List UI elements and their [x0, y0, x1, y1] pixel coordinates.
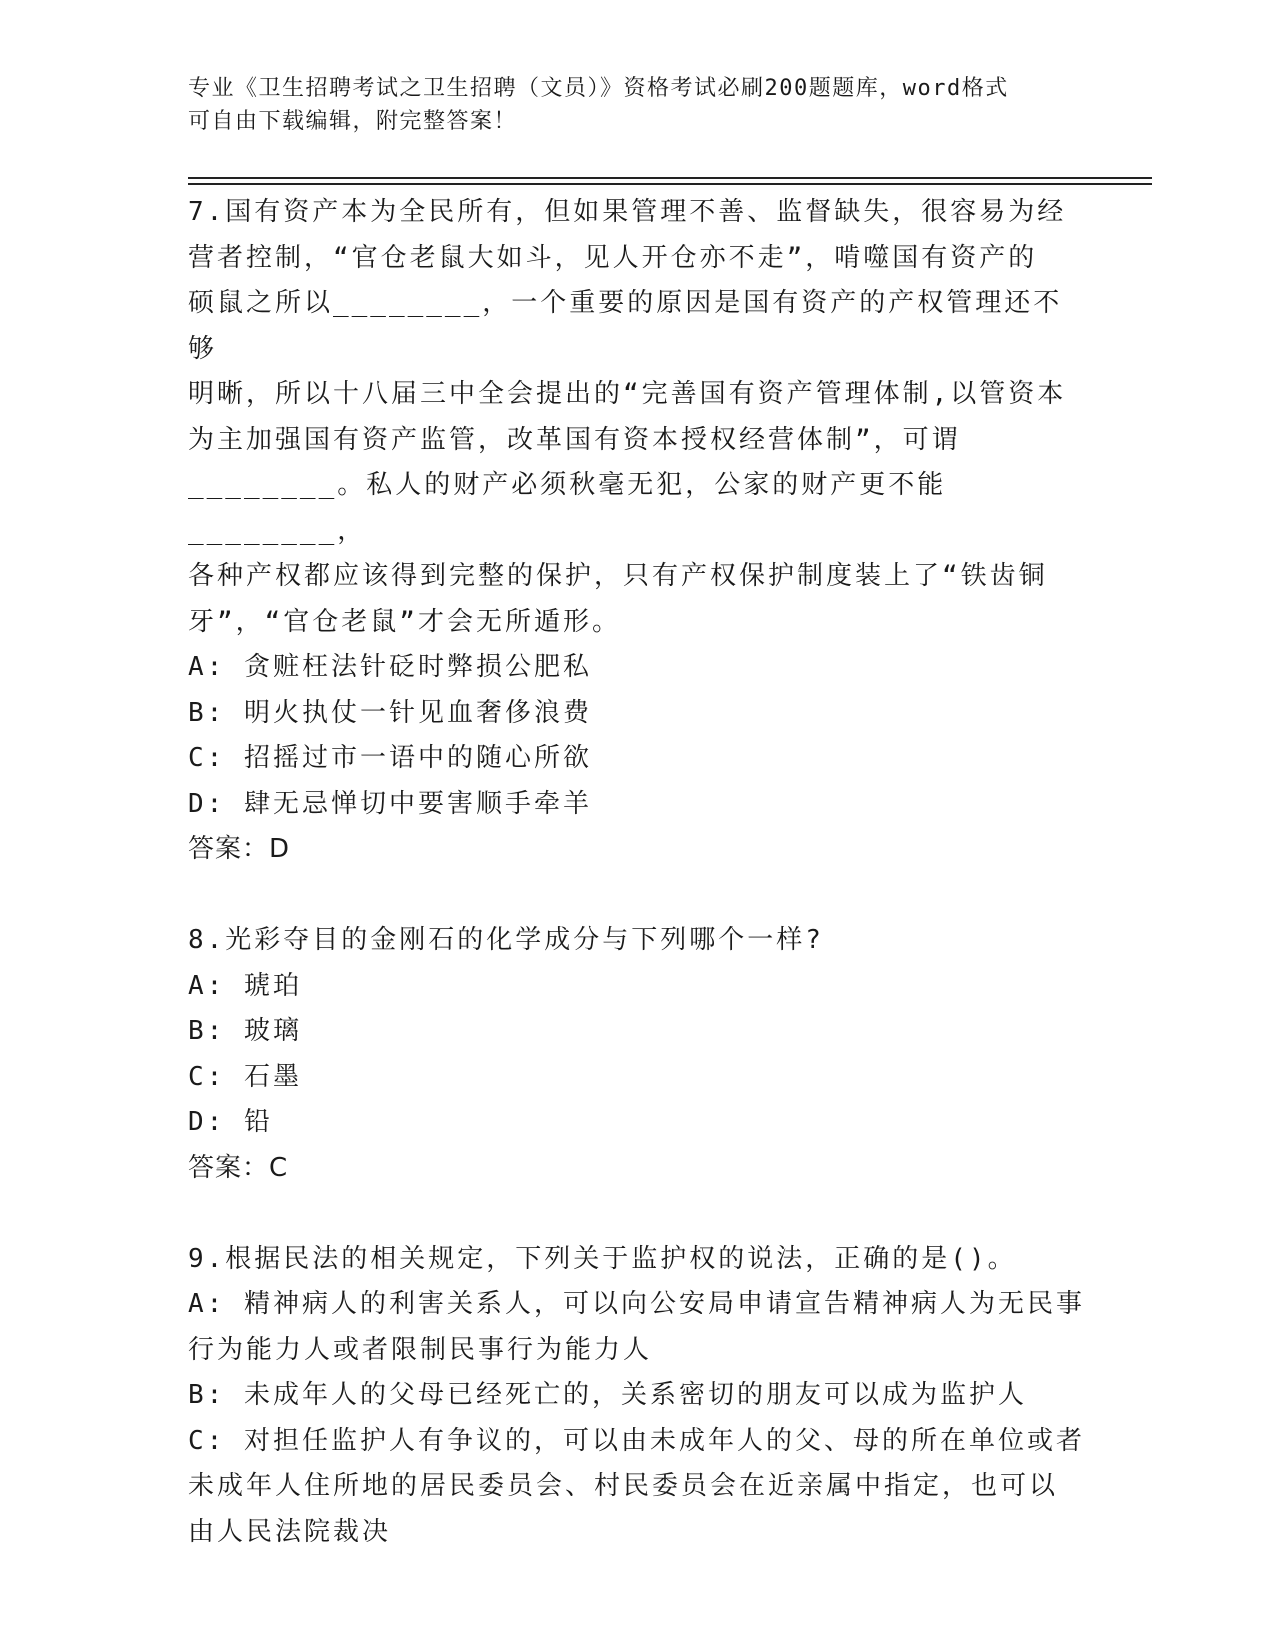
option-a-continued: 行为能力人或者限制民事行为能力人 [188, 1334, 653, 1365]
question-line: 为主加强国有资产监管，改革国有资本授权经营体制”，可谓 [188, 424, 961, 455]
question-7 [188, 190, 1088, 873]
question-line: 牙”，“官仓老鼠”才会无所遁形。 [188, 606, 621, 637]
answer-label: 答案：C [188, 1152, 289, 1183]
option-d: D: 肆无忌惮切中要害顺手牵羊 [188, 788, 592, 819]
header-divider-bottom [188, 183, 1152, 185]
option-c: C: 石墨 [188, 1061, 302, 1092]
spacer [188, 1191, 1088, 1237]
question-8 [188, 918, 1088, 1191]
option-b: B: 玻璃 [188, 1016, 302, 1046]
answer-label: 答案：D [188, 834, 291, 864]
option-a: A: 琥珀 [188, 970, 302, 1001]
question-line: 8.光彩夺目的金刚石的化学成分与下列哪个一样? [188, 925, 824, 955]
spacer [188, 873, 1088, 919]
option-c: C: 招摇过市一语中的随心所欲 [188, 743, 592, 773]
option-a: A: 贪赃枉法针砭时弊损公肥私 [188, 652, 592, 682]
question-9 [188, 1237, 1088, 1556]
option-b: B: 明火执仗一针见血奢侈浪费 [188, 697, 592, 728]
question-line: ________。私人的财产必须秋毫无犯，公家的财产更不能________， [188, 470, 947, 546]
question-line: 硕鼠之所以________，一个重要的原因是国有资产的产权管理还不够 [188, 288, 1063, 364]
question-line: 各种产权都应该得到完整的保护，只有产权保护制度装上了“铁齿铜 [188, 561, 1048, 591]
question-list [188, 190, 1088, 1555]
option-d: D: 铅 [188, 1107, 273, 1137]
question-line: 9.根据民法的相关规定，下列关于监护权的说法，正确的是()。 [188, 1243, 1017, 1274]
option-c: C: 对担任监护人有争议的，可以由未成年人的父、母的所在单位或者 [188, 1425, 1085, 1456]
question-line: 明晰，所以十八届三中全会提出的“完善国有资产管理体制,以管资本 [188, 379, 1067, 409]
question-line: 营者控制，“官仓老鼠大如斗，见人开仓亦不走”，啃噬国有资产的 [188, 242, 1038, 273]
header-divider-top [188, 177, 1152, 179]
header-line-2: 可自由下载编辑，附完整答案！ [188, 109, 518, 134]
option-a: A: 精神病人的利害关系人，可以向公安局申请宣告精神病人为无民事 [188, 1289, 1085, 1319]
document-header [188, 72, 1088, 138]
option-b: B: 未成年人的父母已经死亡的，关系密切的朋友可以成为监护人 [188, 1380, 1027, 1410]
option-c-continued: 由人民法院裁决 [188, 1516, 392, 1547]
option-c-continued: 未成年人住所地的居民委员会、村民委员会在近亲属中指定，也可以 [188, 1471, 1059, 1501]
header-line-1: 专业《卫生招聘考试之卫生招聘（文员）》资格考试必刷200题题库，word格式 [188, 76, 1009, 101]
question-line: 7.国有资产本为全民所有，但如果管理不善、监督缺失，很容易为经 [188, 197, 1067, 227]
